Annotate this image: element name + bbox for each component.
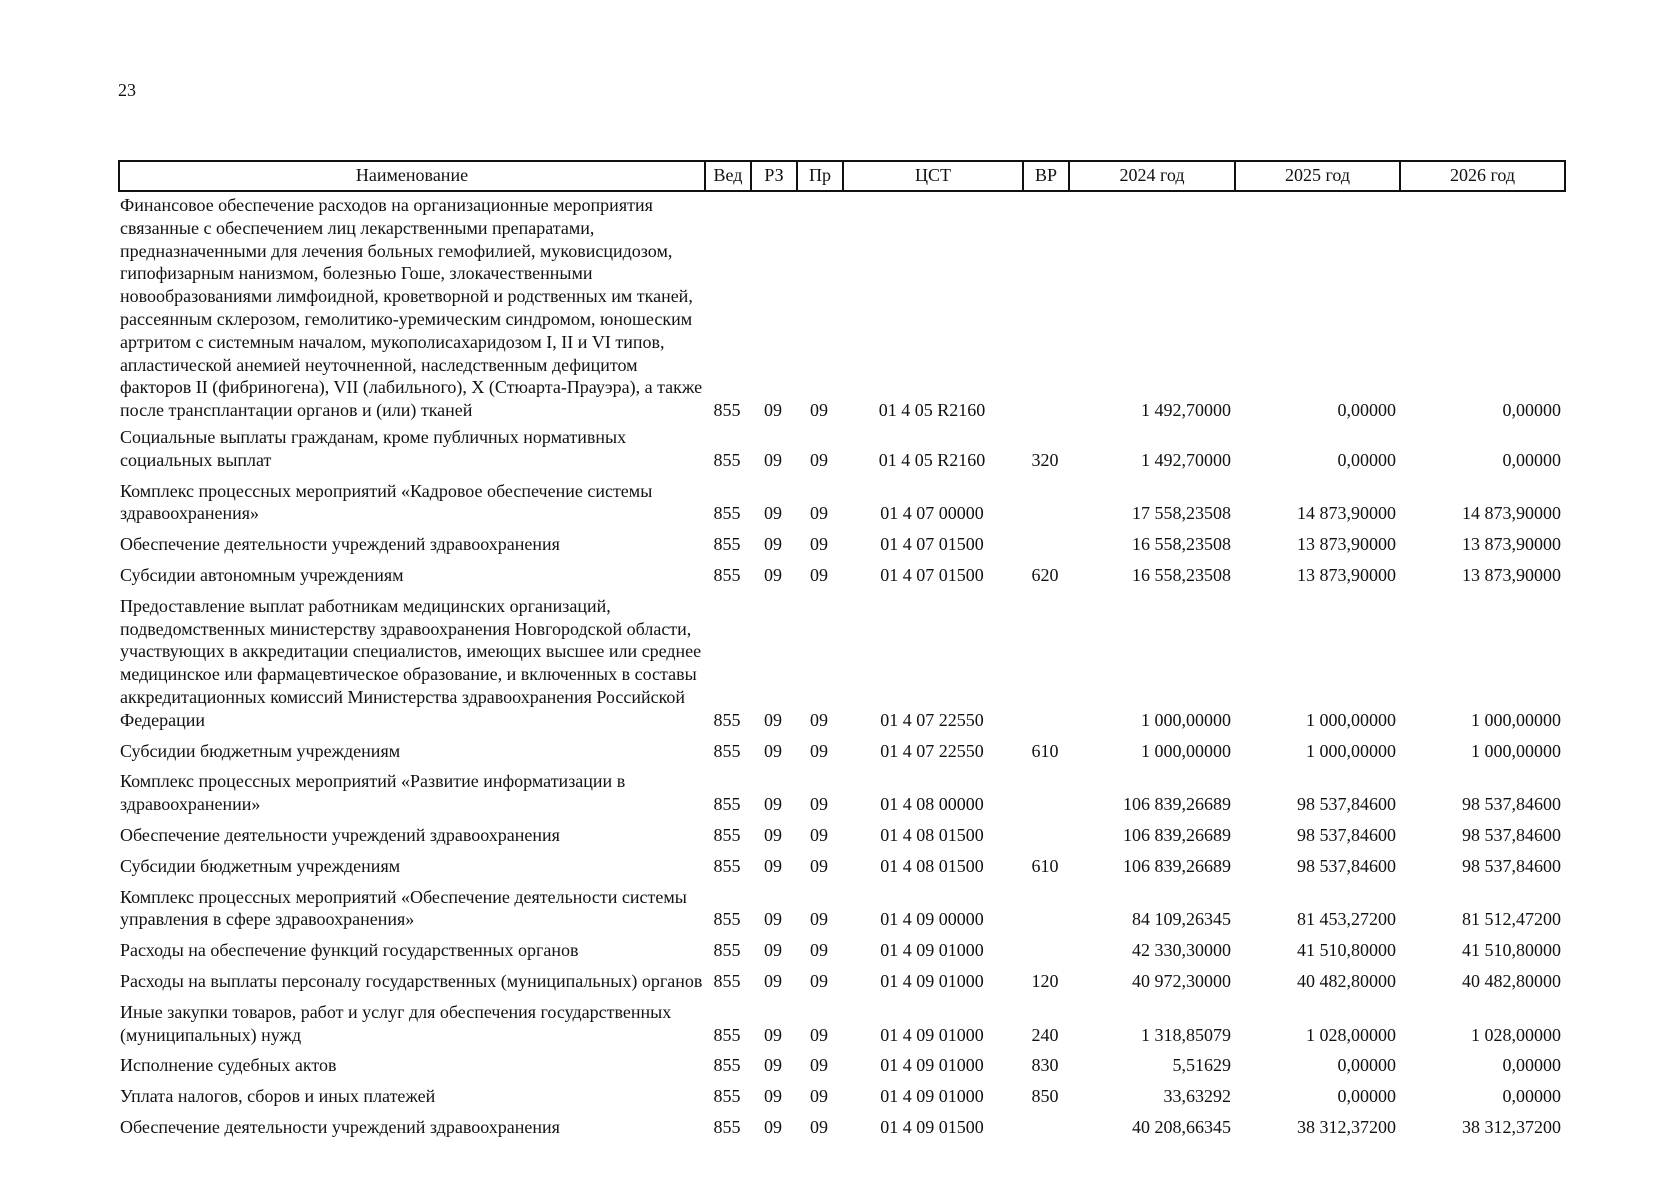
table-row <box>119 849 1565 880</box>
table-header <box>119 161 1565 191</box>
table-row <box>119 191 1565 424</box>
table-row <box>119 818 1565 849</box>
row-2025: 1 000,00000 <box>1306 740 1396 761</box>
row-vr <box>1023 933 1069 964</box>
row-2026: 1 000,00000 <box>1471 740 1561 761</box>
row-2024: 16 558,23508 <box>1132 534 1231 555</box>
row-2025: 0,00000 <box>1337 449 1396 470</box>
row-name: Уплата налогов, сборов и иных платежей <box>120 1086 436 1107</box>
row-2026: 98 537,84600 <box>1462 855 1561 876</box>
row-2024: 16 558,23508 <box>1132 564 1231 585</box>
row-2024: 1 000,00000 <box>1141 740 1231 761</box>
row-2025: 0,00000 <box>1337 1086 1396 1107</box>
row-ved: 855 <box>713 449 741 470</box>
row-rz: 09 <box>764 909 782 930</box>
row-ved: 855 <box>713 794 741 815</box>
row-ved: 855 <box>713 1086 741 1107</box>
row-name: Субсидии бюджетным учреждениям <box>120 740 401 761</box>
row-2024: 42 330,30000 <box>1132 940 1231 961</box>
row-vr: 850 <box>1031 1086 1059 1107</box>
row-2025: 13 873,90000 <box>1297 564 1396 585</box>
row-2024: 33,63292 <box>1163 1086 1231 1107</box>
row-ved: 855 <box>713 564 741 585</box>
table-row <box>119 880 1565 934</box>
row-rz: 09 <box>764 503 782 524</box>
table-row <box>119 995 1565 1049</box>
row-pr: 09 <box>810 449 828 470</box>
row-pr: 09 <box>810 909 828 930</box>
row-pr: 09 <box>810 709 828 730</box>
row-vr: 320 <box>1031 449 1059 470</box>
row-name: Комплекс процессных мероприятий «Обеспечение деятельности системы управления в сфере здравоохранения» <box>120 886 687 930</box>
row-pr: 09 <box>810 503 828 524</box>
header-cst: ЦСТ <box>843 161 1023 191</box>
row-2024: 5,51629 <box>1172 1055 1231 1076</box>
row-2025: 81 453,27200 <box>1297 909 1396 930</box>
row-2025: 41 510,80000 <box>1297 940 1396 961</box>
row-name: Обеспечение деятельности учреждений здравоохранения <box>120 824 560 845</box>
row-rz: 09 <box>764 740 782 761</box>
row-pr: 09 <box>810 1055 828 1076</box>
row-rz: 09 <box>764 940 782 961</box>
table-row <box>119 1110 1565 1141</box>
row-cst: 01 4 08 01500 <box>880 824 984 845</box>
table-row <box>119 558 1565 589</box>
row-pr: 09 <box>810 855 828 876</box>
row-rz: 09 <box>764 824 782 845</box>
row-rz: 09 <box>764 855 782 876</box>
row-name: Комплекс процессных мероприятий «Развитие информатизации в здравоохранении» <box>120 771 626 815</box>
header-rz: РЗ <box>751 161 797 191</box>
row-name: Обеспечение деятельности учреждений здравоохранения <box>120 534 560 555</box>
row-2026: 0,00000 <box>1502 449 1561 470</box>
row-name: Субсидии бюджетным учреждениям <box>120 855 401 876</box>
row-name: Финансовое обеспечение расходов на организационные мероприятия связанные с обеспечением лиц лекарственными препаратами, предназначенными для лечения больных гемофилией, муковисцидозом, гипофизарным нанизмом, болезнью Гоше, злокачественными новообразованиями лимфоидной, кроветворной и родственных им тканей, рассеянным склерозом, гемолитико-уремическим синдромом, юношеским артритом с системным началом, мукополисахаридозом I, II и VI типов, апластической анемией неуточненной, наследственным дефицитом факторов II (фибриногена), VII (лабильного), X (Стюарта-Прауэра), а также после трансплантации органов и (или) тканей <box>120 195 703 421</box>
row-vr: 120 <box>1031 970 1059 991</box>
row-2026: 40 482,80000 <box>1462 970 1561 991</box>
table-row <box>119 964 1565 995</box>
header-pr: Пр <box>797 161 843 191</box>
row-2026: 0,00000 <box>1502 1055 1561 1076</box>
row-ved: 855 <box>713 1116 741 1137</box>
row-name: Расходы на выплаты персоналу государственных (муниципальных) органов <box>120 970 703 991</box>
row-2024: 1 492,70000 <box>1141 400 1231 421</box>
row-cst: 01 4 09 01000 <box>880 1024 984 1045</box>
row-ved: 855 <box>713 824 741 845</box>
row-2024: 1 000,00000 <box>1141 709 1231 730</box>
row-pr: 09 <box>810 400 828 421</box>
row-ved: 855 <box>713 1024 741 1045</box>
row-2025: 14 873,90000 <box>1297 503 1396 524</box>
table-row <box>119 589 1565 734</box>
row-pr: 09 <box>810 794 828 815</box>
row-cst: 01 4 09 01000 <box>880 970 984 991</box>
row-rz: 09 <box>764 400 782 421</box>
row-cst: 01 4 09 01500 <box>880 1116 984 1137</box>
row-vr <box>1023 474 1069 528</box>
row-2026: 38 312,37200 <box>1462 1116 1561 1137</box>
row-vr <box>1023 589 1069 734</box>
row-rz: 09 <box>764 1055 782 1076</box>
table-row <box>119 933 1565 964</box>
row-pr: 09 <box>810 970 828 991</box>
table-row <box>119 527 1565 558</box>
row-ved: 855 <box>713 909 741 930</box>
row-2026: 1 000,00000 <box>1471 709 1561 730</box>
row-vr <box>1023 764 1069 818</box>
table-row <box>119 1048 1565 1079</box>
row-2025: 13 873,90000 <box>1297 534 1396 555</box>
row-2025: 98 537,84600 <box>1297 824 1396 845</box>
row-vr: 610 <box>1031 855 1059 876</box>
row-name: Обеспечение деятельности учреждений здравоохранения <box>120 1116 560 1137</box>
row-vr <box>1023 1110 1069 1141</box>
row-2025: 98 537,84600 <box>1297 855 1396 876</box>
row-vr: 620 <box>1031 564 1059 585</box>
row-2026: 1 028,00000 <box>1471 1024 1561 1045</box>
row-vr <box>1023 191 1069 424</box>
row-cst: 01 4 07 01500 <box>880 534 984 555</box>
row-2025: 0,00000 <box>1337 400 1396 421</box>
header-2025: 2025 год <box>1235 161 1400 191</box>
header-2024: 2024 год <box>1069 161 1235 191</box>
row-ved: 855 <box>713 1055 741 1076</box>
row-2024: 106 839,26689 <box>1123 794 1231 815</box>
row-2025: 0,00000 <box>1337 1055 1396 1076</box>
table-body <box>119 191 1565 1141</box>
row-ved: 855 <box>713 855 741 876</box>
row-name: Иные закупки товаров, работ и услуг для обеспечения государственных (муниципальных) нужд <box>120 1001 672 1045</box>
row-vr: 610 <box>1031 740 1059 761</box>
row-2025: 1 000,00000 <box>1306 709 1396 730</box>
row-rz: 09 <box>764 564 782 585</box>
header-ved: Вед <box>705 161 751 191</box>
row-ved: 855 <box>713 709 741 730</box>
row-cst: 01 4 07 00000 <box>880 503 984 524</box>
row-ved: 855 <box>713 970 741 991</box>
row-name: Расходы на обеспечение функций государственных органов <box>120 940 579 961</box>
row-name: Комплекс процессных мероприятий «Кадровое обеспечение системы здравоохранения» <box>120 480 653 524</box>
row-cst: 01 4 05 R2160 <box>878 449 986 470</box>
row-cst: 01 4 05 R2160 <box>878 400 986 421</box>
row-name: Исполнение судебных актов <box>120 1055 337 1076</box>
row-name: Социальные выплаты гражданам, кроме публичных нормативных социальных выплат <box>120 426 627 470</box>
row-cst: 01 4 07 01500 <box>880 564 984 585</box>
row-2026: 41 510,80000 <box>1462 940 1561 961</box>
row-2026: 98 537,84600 <box>1462 794 1561 815</box>
row-2026: 0,00000 <box>1502 1086 1561 1107</box>
page-number: 23 <box>118 80 136 100</box>
row-cst: 01 4 09 01000 <box>880 1055 984 1076</box>
row-pr: 09 <box>810 534 828 555</box>
row-2024: 40 972,30000 <box>1132 970 1231 991</box>
row-cst: 01 4 09 01000 <box>880 1086 984 1107</box>
row-2026: 14 873,90000 <box>1462 503 1561 524</box>
header-vr: ВР <box>1023 161 1069 191</box>
row-rz: 09 <box>764 534 782 555</box>
row-cst: 01 4 09 01000 <box>880 940 984 961</box>
row-rz: 09 <box>764 709 782 730</box>
row-cst: 01 4 08 00000 <box>880 794 984 815</box>
table-row <box>119 474 1565 528</box>
row-2025: 1 028,00000 <box>1306 1024 1396 1045</box>
row-2024: 106 839,26689 <box>1123 824 1231 845</box>
row-2026: 98 537,84600 <box>1462 824 1561 845</box>
row-2025: 38 312,37200 <box>1297 1116 1396 1137</box>
row-2025: 40 482,80000 <box>1297 970 1396 991</box>
row-rz: 09 <box>764 794 782 815</box>
row-cst: 01 4 09 00000 <box>880 909 984 930</box>
row-2024: 17 558,23508 <box>1132 503 1231 524</box>
row-ved: 855 <box>713 400 741 421</box>
row-pr: 09 <box>810 564 828 585</box>
row-pr: 09 <box>810 1086 828 1107</box>
header-name: Наименование <box>119 161 705 191</box>
row-rz: 09 <box>764 1024 782 1045</box>
row-2026: 13 873,90000 <box>1462 564 1561 585</box>
row-pr: 09 <box>810 1116 828 1137</box>
row-vr: 830 <box>1031 1055 1059 1076</box>
row-vr: 240 <box>1031 1024 1059 1045</box>
row-2026: 81 512,47200 <box>1462 909 1561 930</box>
row-pr: 09 <box>810 940 828 961</box>
row-2024: 40 208,66345 <box>1132 1116 1231 1137</box>
row-ved: 855 <box>713 534 741 555</box>
row-2024: 106 839,26689 <box>1123 855 1231 876</box>
row-ved: 855 <box>713 740 741 761</box>
row-cst: 01 4 07 22550 <box>880 740 984 761</box>
row-pr: 09 <box>810 740 828 761</box>
row-cst: 01 4 08 01500 <box>880 855 984 876</box>
row-ved: 855 <box>713 503 741 524</box>
budget-table <box>118 160 1566 1141</box>
row-2026: 13 873,90000 <box>1462 534 1561 555</box>
row-vr <box>1023 818 1069 849</box>
row-ved: 855 <box>713 940 741 961</box>
row-2025: 98 537,84600 <box>1297 794 1396 815</box>
row-pr: 09 <box>810 824 828 845</box>
row-name: Предоставление выплат работникам медицинских организаций, подведомственных министерству здравоохранения Новгородской области, участвующих в аккредитации специалистов, имеющих высшее или среднее медицинское или фармацевтическое образование, и включенных в составы аккредитационных комиссий Министерства здравоохранения Российской Федерации <box>120 595 702 730</box>
row-cst: 01 4 07 22550 <box>880 709 984 730</box>
row-2026: 0,00000 <box>1502 400 1561 421</box>
row-2024: 1 492,70000 <box>1141 449 1231 470</box>
row-rz: 09 <box>764 1086 782 1107</box>
row-2024: 1 318,85079 <box>1141 1024 1231 1045</box>
row-rz: 09 <box>764 1116 782 1137</box>
row-pr: 09 <box>810 1024 828 1045</box>
table-row <box>119 734 1565 765</box>
row-2024: 84 109,26345 <box>1132 909 1231 930</box>
table-row <box>119 1079 1565 1110</box>
header-2026: 2026 год <box>1400 161 1565 191</box>
table-row <box>119 424 1565 474</box>
row-rz: 09 <box>764 449 782 470</box>
row-rz: 09 <box>764 970 782 991</box>
table-row <box>119 764 1565 818</box>
row-vr <box>1023 880 1069 934</box>
row-vr <box>1023 527 1069 558</box>
row-name: Субсидии автономным учреждениям <box>120 564 404 585</box>
